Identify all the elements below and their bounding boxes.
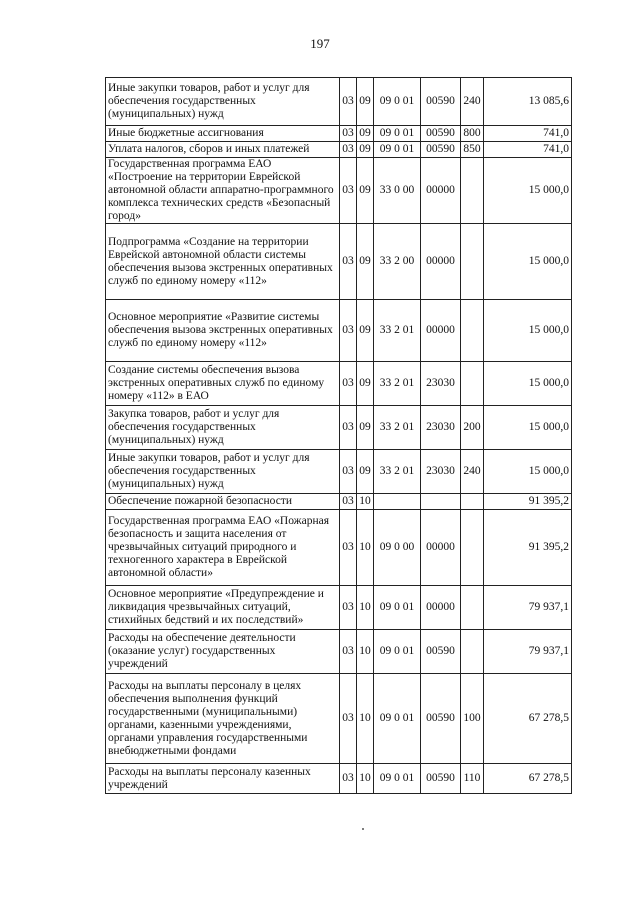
row-subsection-code: 10: [357, 494, 374, 510]
row-subsection-code: 10: [357, 674, 374, 764]
row-amount: 79 937,1: [484, 630, 572, 674]
table-row: [106, 510, 572, 586]
table-row: [106, 142, 572, 158]
row-target-item-code: [374, 494, 421, 510]
row-name-cell: Основное мероприятие «Развитие системы обеспечения вызова экстренных оперативных служб по единому номеру «112»: [106, 300, 340, 362]
row-target-item-code: 09 0 01: [374, 630, 421, 674]
row-amount: 91 395,2: [484, 510, 572, 586]
row-amount: 67 278,5: [484, 674, 572, 764]
row-name-cell: Обеспечение пожарной безопасности: [106, 494, 340, 510]
row-target-item-suffix: 00000: [421, 510, 461, 586]
row-name-cell: Уплата налогов, сборов и иных платежей: [106, 142, 340, 158]
row-amount: 15 000,0: [484, 406, 572, 450]
row-target-item-code: 09 0 00: [374, 510, 421, 586]
row-name-cell: Закупка товаров, работ и услуг для обеспечения государственных (муниципальных) нужд: [106, 406, 340, 450]
row-name-cell: Государственная программа ЕАО «Пожарная безопасность и защита населения от чрезвычайных ситуаций природного и техногенного характера в Еврейской автономной области»: [106, 510, 340, 586]
row-expense-type-code: [461, 586, 484, 630]
row-target-item-code: 09 0 01: [374, 78, 421, 126]
row-expense-type-code: [461, 510, 484, 586]
row-name-cell: Расходы на обеспечение деятельности (оказание услуг) государственных учреждений: [106, 630, 340, 674]
row-expense-type-code: [461, 494, 484, 510]
row-target-item-suffix: 00590: [421, 78, 461, 126]
row-amount: 13 085,6: [484, 78, 572, 126]
row-name-cell: Подпрограмма «Создание на территории Еврейской автономной области системы обеспечения вызова экстренных оперативных служб по единому номеру «112»: [106, 224, 340, 300]
row-target-item-code: 33 2 00: [374, 224, 421, 300]
row-amount: 741,0: [484, 142, 572, 158]
table-row: [106, 764, 572, 794]
row-subsection-code: 09: [357, 362, 374, 406]
table-row: [106, 406, 572, 450]
row-section-code: 03: [340, 126, 357, 142]
row-expense-type-code: 240: [461, 450, 484, 494]
table-row: [106, 224, 572, 300]
row-expense-type-code: [461, 630, 484, 674]
row-name-cell: Иные закупки товаров, работ и услуг для обеспечения государственных (муниципальных) нужд: [106, 450, 340, 494]
row-amount: 15 000,0: [484, 450, 572, 494]
row-subsection-code: 09: [357, 142, 374, 158]
row-amount: 79 937,1: [484, 586, 572, 630]
row-name-cell: Расходы на выплаты персоналу казенных учреждений: [106, 764, 340, 794]
table-row: [106, 78, 572, 126]
row-target-item-suffix: 00000: [421, 158, 461, 224]
row-section-code: 03: [340, 224, 357, 300]
row-name-cell: Создание системы обеспечения вызова экстренных оперативных служб по единому номеру «112» в ЕАО: [106, 362, 340, 406]
row-section-code: 03: [340, 142, 357, 158]
row-name-cell: Иные бюджетные ассигнования: [106, 126, 340, 142]
row-target-item-suffix: 00590: [421, 674, 461, 764]
row-section-code: 03: [340, 494, 357, 510]
table-row: [106, 630, 572, 674]
row-target-item-code: 09 0 01: [374, 586, 421, 630]
row-amount: 15 000,0: [484, 158, 572, 224]
row-name-cell: Государственная программа ЕАО «Построение на территории Еврейской автономной области аппаратно-программного комплекса технических средств «Безопасный город»: [106, 158, 340, 224]
row-target-item-suffix: 00590: [421, 630, 461, 674]
row-amount: 15 000,0: [484, 300, 572, 362]
row-target-item-suffix: 00590: [421, 142, 461, 158]
row-target-item-code: 09 0 01: [374, 764, 421, 794]
row-target-item-code: 09 0 01: [374, 674, 421, 764]
row-target-item-suffix: 23030: [421, 406, 461, 450]
row-name-cell: Основное мероприятие «Предупреждение и ликвидация чрезвычайных ситуаций, стихийных бедствий и их последствий»: [106, 586, 340, 630]
row-target-item-code: 33 2 01: [374, 406, 421, 450]
row-target-item-suffix: 00590: [421, 126, 461, 142]
row-target-item-suffix: 00000: [421, 586, 461, 630]
row-target-item-code: 33 0 00: [374, 158, 421, 224]
row-amount: 67 278,5: [484, 764, 572, 794]
row-section-code: 03: [340, 300, 357, 362]
row-section-code: 03: [340, 362, 357, 406]
table-row: [106, 450, 572, 494]
row-subsection-code: 09: [357, 450, 374, 494]
row-section-code: 03: [340, 764, 357, 794]
row-subsection-code: 10: [357, 764, 374, 794]
row-amount: 15 000,0: [484, 362, 572, 406]
row-expense-type-code: [461, 362, 484, 406]
row-target-item-code: 33 2 01: [374, 362, 421, 406]
row-section-code: 03: [340, 450, 357, 494]
row-subsection-code: 10: [357, 630, 374, 674]
row-section-code: 03: [340, 586, 357, 630]
row-name-cell: Расходы на выплаты персоналу в целях обеспечения выполнения функций государственными (муниципальными) органами, казенными учреждениями, органами управления государственными внебюджетными фондами: [106, 674, 340, 764]
row-section-code: 03: [340, 406, 357, 450]
row-target-item-suffix: 00000: [421, 300, 461, 362]
row-expense-type-code: 850: [461, 142, 484, 158]
row-section-code: 03: [340, 158, 357, 224]
row-target-item-suffix: 23030: [421, 362, 461, 406]
row-expense-type-code: 200: [461, 406, 484, 450]
scan-speck: [362, 828, 364, 830]
row-expense-type-code: [461, 300, 484, 362]
table-row: [106, 126, 572, 142]
row-subsection-code: 09: [357, 406, 374, 450]
row-expense-type-code: 100: [461, 674, 484, 764]
row-target-item-code: 09 0 01: [374, 126, 421, 142]
budget-table: [105, 77, 572, 794]
row-amount: 15 000,0: [484, 224, 572, 300]
row-target-item-suffix: [421, 494, 461, 510]
row-name-cell: Иные закупки товаров, работ и услуг для обеспечения государственных (муниципальных) нужд: [106, 78, 340, 126]
row-target-item-suffix: 00590: [421, 764, 461, 794]
table-row: [106, 586, 572, 630]
row-expense-type-code: 800: [461, 126, 484, 142]
row-subsection-code: 09: [357, 126, 374, 142]
row-target-item-code: 33 2 01: [374, 450, 421, 494]
table-row: [106, 674, 572, 764]
table-row: [106, 158, 572, 224]
row-subsection-code: 09: [357, 158, 374, 224]
row-expense-type-code: [461, 224, 484, 300]
row-section-code: 03: [340, 630, 357, 674]
row-section-code: 03: [340, 510, 357, 586]
row-subsection-code: 10: [357, 586, 374, 630]
row-amount: 741,0: [484, 126, 572, 142]
row-amount: 91 395,2: [484, 494, 572, 510]
row-section-code: 03: [340, 674, 357, 764]
row-subsection-code: 09: [357, 300, 374, 362]
row-subsection-code: 09: [357, 224, 374, 300]
table-row: [106, 300, 572, 362]
row-expense-type-code: 240: [461, 78, 484, 126]
row-section-code: 03: [340, 78, 357, 126]
row-target-item-suffix: 00000: [421, 224, 461, 300]
row-target-item-code: 09 0 01: [374, 142, 421, 158]
page-number: 197: [310, 36, 330, 51]
table-row: [106, 494, 572, 510]
table-row: [106, 362, 572, 406]
row-expense-type-code: [461, 158, 484, 224]
row-target-item-suffix: 23030: [421, 450, 461, 494]
row-subsection-code: 09: [357, 78, 374, 126]
row-target-item-code: 33 2 01: [374, 300, 421, 362]
row-expense-type-code: 110: [461, 764, 484, 794]
row-subsection-code: 10: [357, 510, 374, 586]
